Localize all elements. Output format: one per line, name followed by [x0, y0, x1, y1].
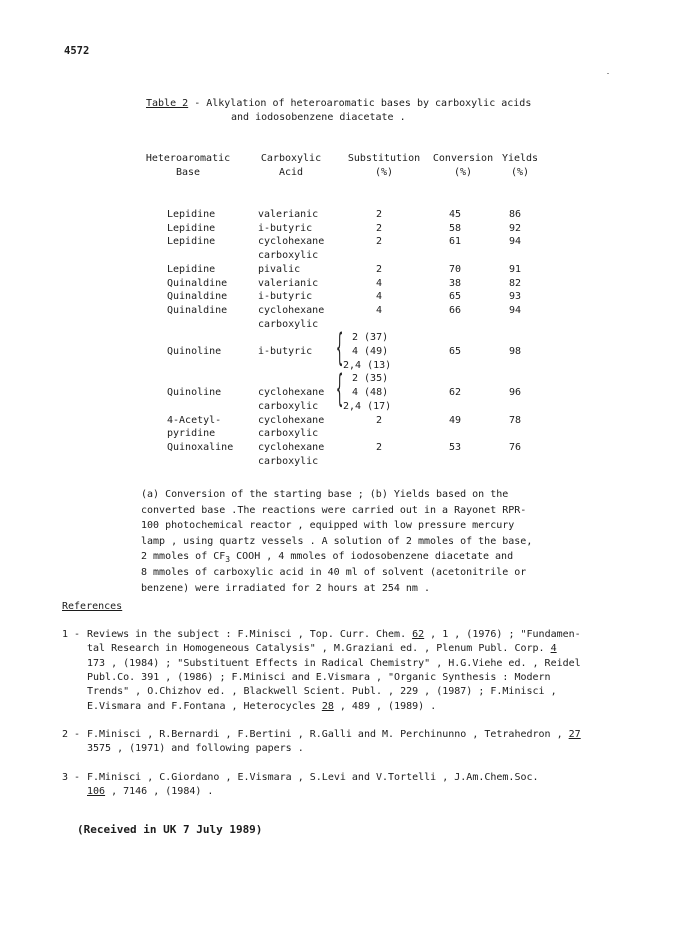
reference-text: Trends" , O.Chizhov ed. , Blackwell Scient. Publ. , 229 , (1987) ; F.Minisci ,: [87, 686, 557, 698]
base-cell: Quinaldine: [167, 304, 228, 316]
reference-line: [87, 728, 581, 742]
acid-cell: carboxylic: [258, 250, 319, 262]
base-cell: Quinoxaline: [167, 441, 234, 453]
substitution-cell: 4 (49): [352, 346, 389, 357]
conversion-cell: 62: [448, 387, 462, 399]
yield-cell: 92: [508, 222, 522, 234]
acid-cell: carboxylic: [258, 318, 319, 330]
acid-cell: pivalic: [258, 263, 301, 275]
substitution-cell: 2: [375, 209, 383, 220]
base-cell: Lepidine: [167, 222, 216, 234]
footnote-line: benzene) were irradiated for 2 hours at 254 nm .: [141, 582, 430, 594]
acid-cell: carboxylic: [258, 455, 319, 467]
yield-cell: 82: [508, 277, 522, 289]
base-cell: Lepidine: [167, 236, 216, 248]
column-header: Acid: [278, 167, 304, 178]
table-caption-continued: and iodosobenzene diacetate .: [231, 112, 406, 123]
reference-line: [87, 657, 581, 671]
acid-cell: i-butyric: [258, 291, 313, 303]
conversion-cell: 65: [448, 291, 462, 303]
received-date: (Received in UK 7 July 1989): [77, 823, 263, 836]
yield-cell: 94: [508, 304, 522, 316]
substitution-cell: 2: [375, 236, 383, 248]
table-caption-label: Table 2: [146, 98, 189, 109]
base-cell: Lepidine: [167, 209, 216, 220]
footnote-text: COOH , 4 mmoles of iodosobenzene diacetate and: [230, 551, 514, 563]
reference-line: [87, 628, 581, 642]
column-header: (%): [510, 167, 530, 178]
reference-text: Publ.Co. 391 , (1986) ; F.Minisci and E.Vismara , "Organic Synthesis : Modern: [87, 671, 551, 683]
column-header: Substitution: [347, 153, 421, 164]
conversion-cell: 45: [448, 209, 462, 220]
base-cell: 4-Acetyl-: [167, 414, 222, 426]
substitution-cell: 4: [375, 277, 383, 289]
yield-cell: 91: [508, 263, 522, 275]
base-cell: Quinoline: [167, 387, 222, 399]
reference-line: [87, 671, 551, 685]
substitution-cell: 4 (48): [352, 387, 389, 399]
conversion-cell: 61: [448, 236, 462, 248]
reference-volume: 62: [412, 629, 425, 640]
acid-cell: carboxylic: [258, 400, 319, 412]
substitution-cell: 2 (37): [352, 332, 389, 344]
yield-cell: 94: [508, 236, 522, 248]
reference-text: E.Vismara and F.Fontana , Heterocycles: [87, 700, 322, 712]
footnote-line: 100 photochemical reactor , equipped with low pressure mercury: [141, 520, 515, 532]
reference-line: [87, 742, 304, 756]
substitution-cell: 4: [375, 304, 383, 316]
reference-line: [87, 642, 557, 656]
acid-cell: cyclohexane: [258, 236, 325, 248]
subscript-3: 3: [225, 555, 231, 565]
reference-volume: 4: [550, 643, 557, 655]
acid-cell: i-butyric: [258, 222, 313, 234]
reference-line: [87, 771, 539, 785]
reference-number: 3 -: [62, 772, 81, 783]
reference-text: Reviews in the subject : F.Minisci , Top. Curr. Chem.: [87, 629, 413, 640]
reference-text: 3575 , (1971) and following papers .: [87, 743, 304, 755]
reference-text: tal Research in Homogeneous Catalysis" , M.Graziani ed. , Plenum Publ. Corp.: [87, 643, 551, 655]
substitution-cell: 2: [375, 414, 383, 426]
acid-cell: cyclohexane: [258, 441, 325, 453]
reference-line: [87, 685, 557, 699]
brace-glyph: {: [336, 367, 344, 411]
reference-volume: 27: [568, 729, 581, 740]
reference-number: 1 -: [62, 629, 81, 640]
conversion-cell: 65: [448, 346, 462, 357]
conversion-cell: 66: [448, 304, 462, 316]
footnote-line: converted base .The reactions were carried out in a Rayonet RPR-: [141, 504, 527, 516]
acid-cell: i-butyric: [258, 346, 313, 357]
conversion-cell: 58: [448, 222, 462, 234]
substitution-cell: 4: [375, 291, 383, 303]
substitution-cell: 2: [375, 222, 383, 234]
acid-cell: cyclohexane: [258, 414, 325, 426]
yield-cell: 98: [508, 346, 522, 357]
brace-glyph: {: [336, 326, 344, 370]
reference-text: 173 , (1984) ; "Substituent Effects in Radical Chemistry" , H.G.Viehe ed. , Reidel: [87, 657, 581, 669]
reference-volume: 106: [87, 786, 106, 798]
footnote-line: lamp , using quartz vessels . A solution of 2 mmoles of the base,: [141, 535, 533, 547]
reference-text: , 489 , (1989) .: [333, 700, 437, 712]
acid-cell: carboxylic: [258, 428, 319, 440]
reference-text: , 1 , (1976) ; "Fundamen-: [424, 629, 581, 640]
acid-cell: valerianic: [258, 277, 319, 289]
acid-cell: cyclohexane: [258, 387, 325, 399]
base-cell: Lepidine: [167, 263, 216, 275]
substitution-cell: 2,4 (13): [343, 359, 392, 371]
reference-line: [87, 785, 213, 799]
acid-cell: cyclohexane: [258, 304, 325, 316]
reference-line: [87, 700, 436, 714]
base-cell: pyridine: [167, 428, 216, 440]
yield-cell: 93: [508, 291, 522, 303]
yield-cell: 78: [508, 414, 522, 426]
yield-cell: 96: [508, 387, 522, 399]
base-cell: Quinoline: [167, 346, 222, 357]
yield-cell: 76: [508, 441, 522, 453]
acid-cell: valerianic: [258, 209, 319, 220]
substitution-cell: 2,4 (17): [343, 400, 392, 412]
substitution-cell: 2: [375, 441, 383, 453]
table-caption-text: - Alkylation of heteroaromatic bases by carboxylic acids: [194, 98, 532, 109]
column-header: Conversion: [432, 153, 494, 164]
conversion-cell: 70: [448, 263, 462, 275]
yield-cell: 86: [508, 209, 522, 220]
base-cell: Quinaldine: [167, 291, 228, 303]
column-header: Carboxylic: [260, 153, 322, 164]
column-header: (%): [374, 167, 394, 178]
reference-text: F.Minisci , R.Bernardi , F.Bertini , R.Galli and M. Perchinunno , Tetrahedron ,: [87, 729, 569, 740]
footnote-line: [141, 550, 513, 567]
column-header: (%): [453, 167, 473, 178]
reference-text: , 7146 , (1984) .: [105, 786, 214, 798]
scan-speck: [607, 73, 609, 74]
conversion-cell: 49: [448, 414, 462, 426]
column-header: Base: [175, 167, 201, 178]
reference-text: F.Minisci , C.Giordano , E.Vismara , S.Levi and V.Tortelli , J.Am.Chem.Soc.: [87, 772, 539, 783]
footnote-line: (a) Conversion of the starting base ; (b) Yields based on the: [141, 489, 509, 500]
references-heading: References: [62, 601, 123, 612]
substitution-cell: 2 (35): [352, 373, 389, 385]
reference-number: 2 -: [62, 729, 81, 740]
column-header: Yields: [501, 153, 539, 164]
base-cell: Quinaldine: [167, 277, 228, 289]
reference-volume: 28: [321, 700, 334, 712]
footnote-line: 8 mmoles of carboxylic acid in 40 ml of solvent (acetonitrile or: [141, 567, 527, 578]
column-header: Heteroaromatic: [145, 153, 231, 164]
footnote-text: 2 mmoles of CF: [141, 551, 226, 563]
conversion-cell: 38: [448, 277, 462, 289]
conversion-cell: 53: [448, 441, 462, 453]
table-caption: [146, 97, 531, 111]
page-number: 4572: [64, 45, 90, 57]
substitution-cell: 2: [375, 263, 383, 275]
